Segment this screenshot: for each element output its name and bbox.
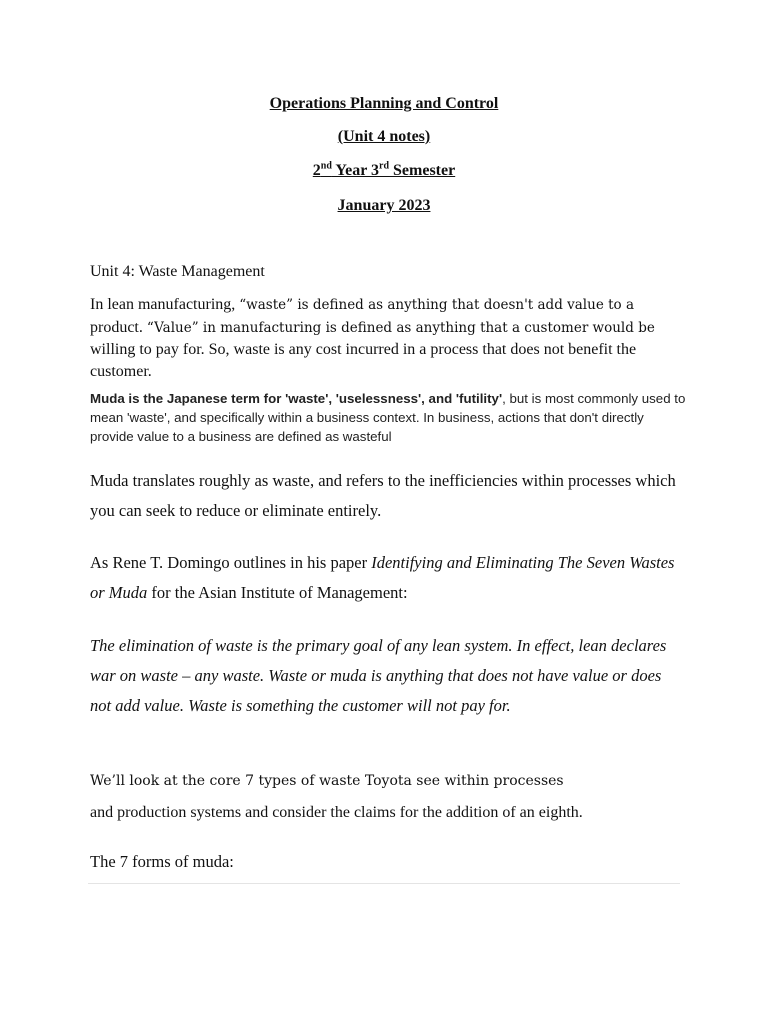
year-number: 2 xyxy=(312,162,321,179)
paragraph-lean-waste xyxy=(90,294,690,382)
domingo-pre: As Rene T. Domingo outlines in his paper xyxy=(90,553,372,572)
doc-date-text: January 2023 xyxy=(337,197,431,214)
para-a-s5: willing to pay for. So, waste is any cost incurred in a process that does not benefit the customer. xyxy=(90,341,637,380)
forms-of-muda-heading: The 7 forms of muda: xyxy=(90,852,234,871)
para-a-s4: “Value” in manufacturing is defined as anything that a customer would be xyxy=(146,319,655,336)
toyota-line-1: We’ll look at the core 7 types of waste Toyota see within processes xyxy=(90,773,564,789)
paragraph-toyota xyxy=(90,766,690,828)
para-a-s3: product. xyxy=(90,318,147,336)
doc-title-text: Operations Planning and Control xyxy=(269,95,499,112)
paragraph-quote: The elimination of waste is the primary goal of any lean system. In effect, lean declares war on waste – any waste. Waste or muda is anything that does not have value or does not add value. Waste is something the customer will not pay for. xyxy=(90,636,667,715)
horizontal-divider xyxy=(88,883,680,884)
para-a-s2: “waste” is defined as anything that doesn't add value to a xyxy=(239,297,634,313)
doc-title xyxy=(0,94,768,114)
year-suffix: nd xyxy=(320,160,332,172)
doc-subtitle xyxy=(0,127,768,147)
doc-subtitle-text: (Unit 4 notes) xyxy=(337,128,431,145)
muda-definition-bold: Muda is the Japanese term for 'waste', 'uselessness', and 'futility' xyxy=(90,391,503,406)
doc-year-semester xyxy=(0,161,768,181)
toyota-line-2: and production systems and consider the claims for the addition of an eighth. xyxy=(90,804,583,821)
muda-definition-rest: , but is most commonly used to mean 'waste', and specifically within a business context. In business, actions that don't directly provide value to a business are defined as wasteful xyxy=(90,391,686,444)
section-heading: Unit 4: Waste Management xyxy=(90,263,265,280)
year-mid: Year 3 xyxy=(331,162,380,179)
paragraph-muda-translation: Muda translates roughly as waste, and refers to the inefficiencies within processes which you can seek to reduce or eliminate entirely. xyxy=(90,471,676,520)
domingo-post: for the Asian Institute of Management: xyxy=(147,583,408,602)
paragraph-muda-definition xyxy=(90,389,690,446)
doc-date xyxy=(0,196,768,216)
semester-suffix: rd xyxy=(379,160,390,172)
domingo-paper-title: Identifying and Eliminating The Seven Wastes or Muda xyxy=(90,553,675,602)
semester-text: Semester xyxy=(389,162,456,179)
para-a-s1: In lean manufacturing, xyxy=(90,296,240,313)
paragraph-domingo xyxy=(90,548,680,608)
